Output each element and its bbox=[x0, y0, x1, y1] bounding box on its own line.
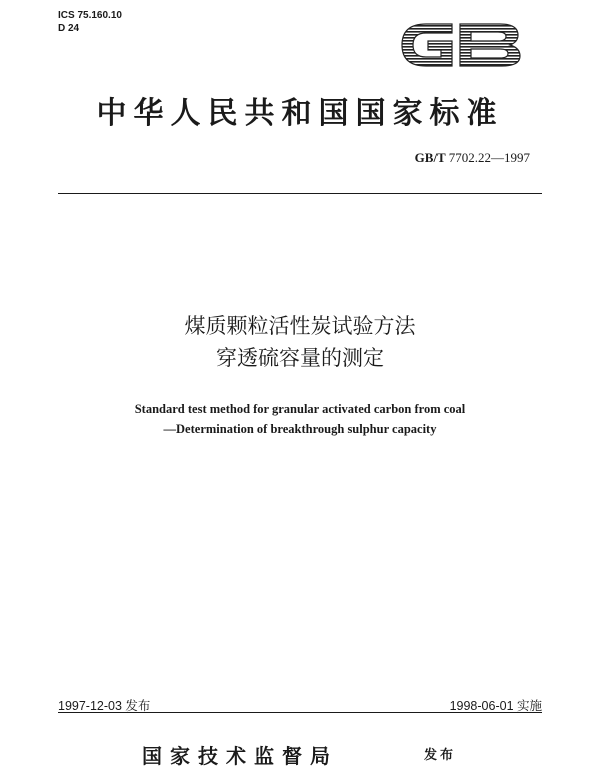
category-code: D 24 bbox=[58, 23, 80, 34]
chinese-title-line-2: 穿透硫容量的测定 bbox=[216, 346, 384, 370]
top-divider bbox=[58, 193, 542, 194]
classification-codes bbox=[58, 9, 122, 35]
standard-prefix: GB/T bbox=[414, 150, 446, 165]
ics-code: ICS 75.160.10 bbox=[58, 10, 122, 21]
chinese-title-line-1: 煤质颗粒活性炭试验方法 bbox=[184, 314, 416, 338]
standard-number bbox=[415, 150, 530, 166]
standard-code: 7702.22—1997 bbox=[448, 150, 530, 165]
english-title-line-1: Standard test method for granular activated carbon from coal bbox=[134, 402, 466, 416]
bottom-divider bbox=[58, 712, 542, 713]
english-title bbox=[0, 399, 600, 439]
chinese-title bbox=[0, 310, 600, 374]
gb-logo-icon bbox=[396, 16, 528, 74]
effective-date: 1998-06-01 实施 bbox=[449, 699, 542, 713]
publish-date: 1997-12-03 发布 bbox=[58, 699, 151, 713]
standard-type-heading: 中华人民共和国国家标准 bbox=[96, 96, 504, 131]
english-title-line-2: —Determination of breakthrough sulphur capacity bbox=[163, 422, 437, 436]
issue-label: 发布 bbox=[424, 748, 457, 763]
issuing-authority: 国家技术监督局 bbox=[142, 744, 338, 768]
